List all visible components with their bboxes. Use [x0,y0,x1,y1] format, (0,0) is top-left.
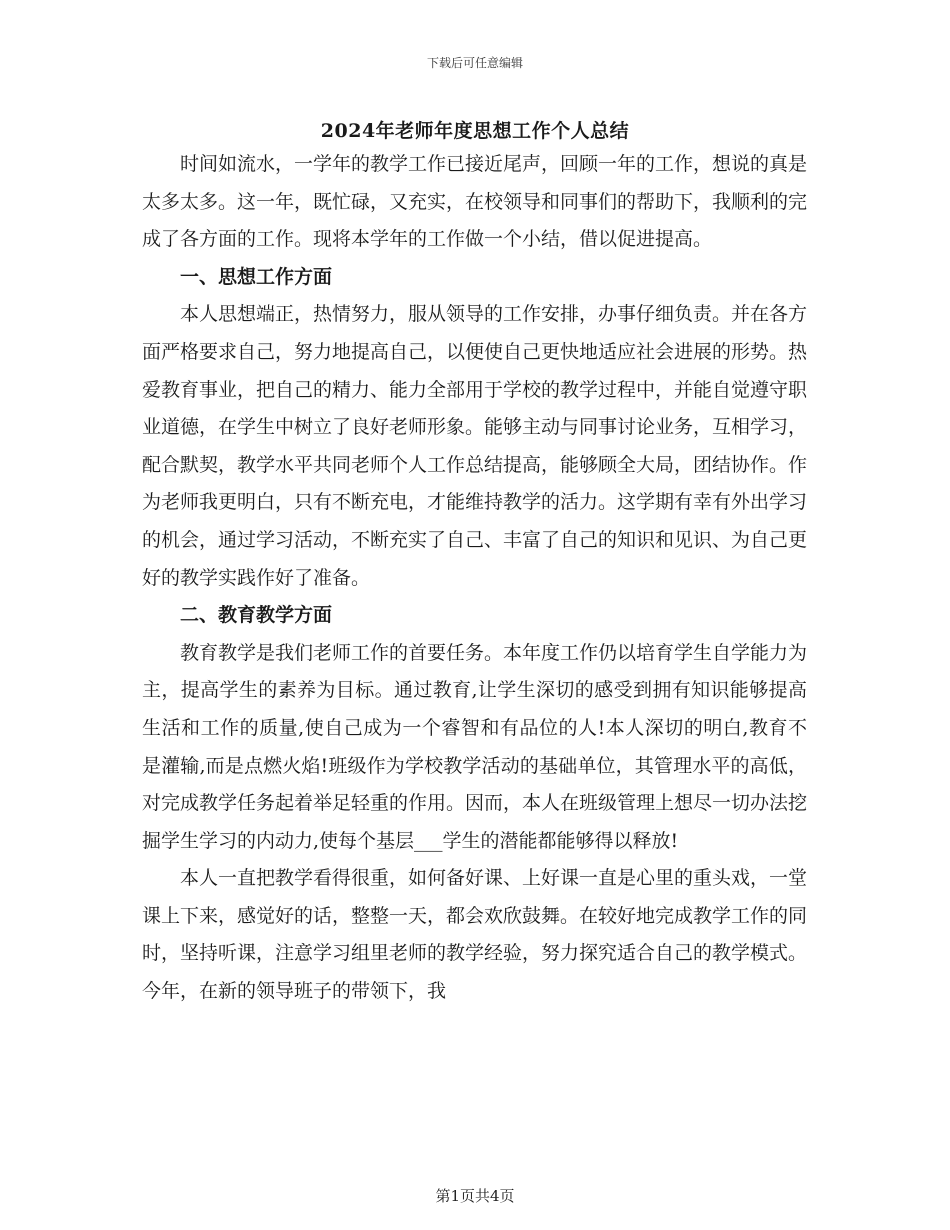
section-2-heading: 二、教育教学方面 [180,604,333,627]
section-1-heading: 一、思想工作方面 [180,265,333,288]
document-body [142,146,807,1011]
section-2-paragraph-1: 教育教学是我们老师工作的首要任务。本年度工作仍以培育学生自学能力为主，提高学生的素养为目标。通过教育,让学生深切的感受到拥有知识能够提高生活和工作的质量,使自己成为一个睿智和有品位的人!本人深切的明白,教育不是灌输,而是点燃火焰!班级作为学校教学活动的基础单位，其管理水平的高低，对完成教学任务起着举足轻重的作用。因而，本人在班级管理上想尽一切办法挖掘学生学习的内动力,使每个基层___学生的潜能都能够得以释放! [142,641,808,852]
section-2-paragraph-2: 本人一直把教学看得很重，如何备好课、上好课一直是心里的重头戏，一堂课上下来，感觉好的话，整整一天，都会欢欣鼓舞。在较好地完成教学工作的同时，坚持听课，注意学习组里老师的教学经验，努力探究适合自己的教学模式。今年，在新的领导班子的带领下，我 [142,867,808,1003]
intro-paragraph: 时间如流水，一学年的教学工作已接近尾声，回顾一年的工作，想说的真是太多太多。这一年，既忙碌，又充实，在校领导和同事们的帮助下，我顺利的完成了各方面的工作。现将本学年的工作做一个小结，借以促进提高。 [142,153,808,251]
section-1-paragraph: 本人思想端正，热情努力，服从领导的工作安排，办事仔细负责。并在各方面严格要求自己，努力地提高自己，以便使自己更快地适应社会进展的形势。热爱教育事业，把自己的精力、能力全部用于学校的教学过程中，并能自觉遵守职业道德，在学生中树立了良好老师形象。能够主动与同事讨论业务，互相学习，配合默契，教学水平共同老师个人工作总结提高，能够顾全大局，团结协作。作为老师我更明白，只有不断充电，才能维持教学的活力。这学期有幸有外出学习的机会，通过学习活动，不断充实了自己、丰富了自己的知识和见识、为自己更好的教学实践作好了准备。 [142,303,808,589]
document-title: 2024年老师年度思想工作个人总结 [320,120,630,142]
header-note: 下载后可任意编辑 [426,56,523,70]
page-footer: 第1页共4页 [435,1187,515,1205]
